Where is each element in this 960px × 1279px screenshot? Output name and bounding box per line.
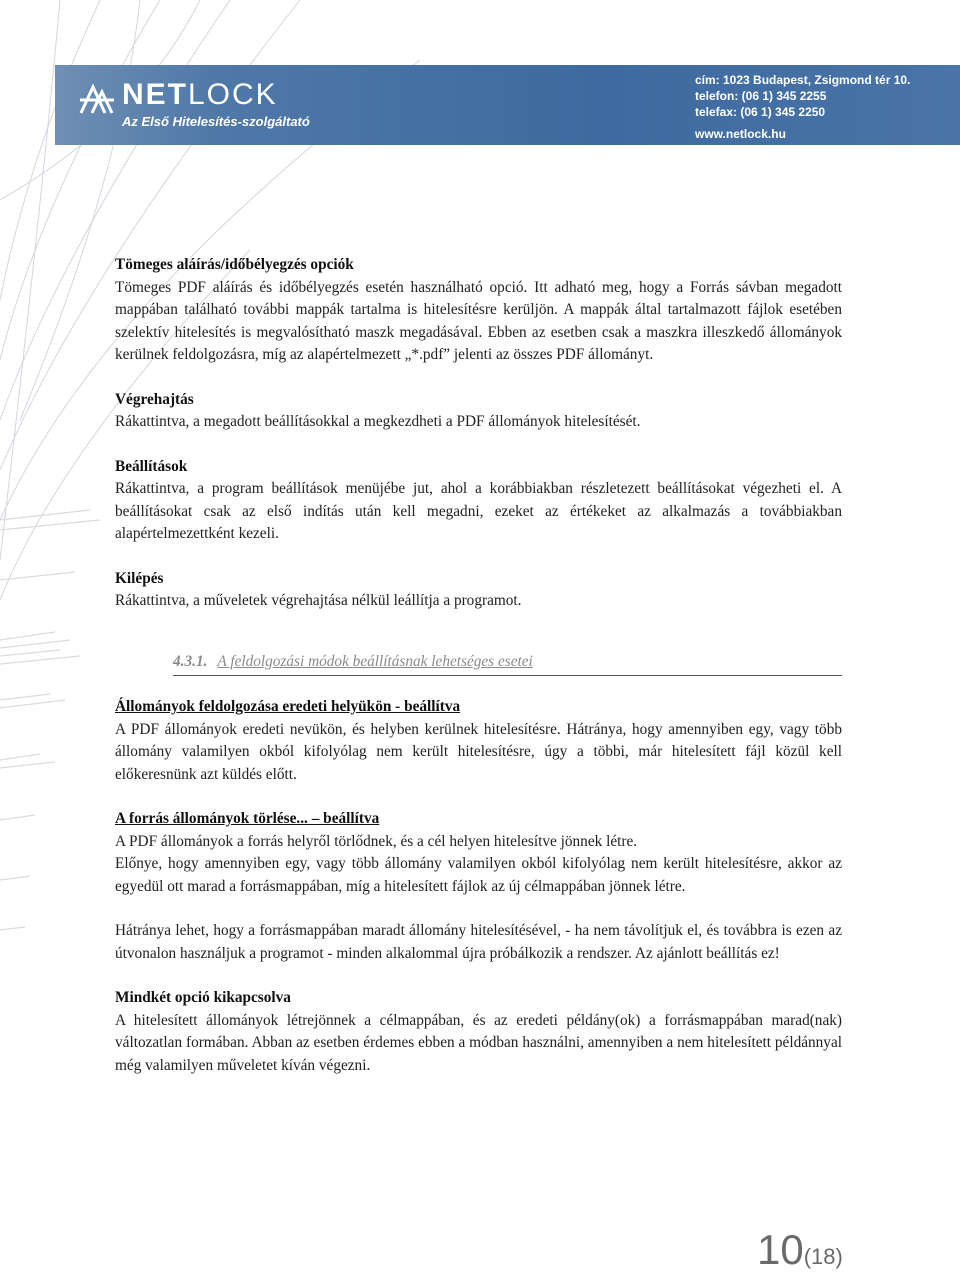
option-body-delete-source-3: Hátránya lehet, hogy a forrásmappában maradt állomány hitelesítésével, - ha nem távolítjuk el, és továbbra is ezen az útvonalon használjuk a programot - minden alkalommal újra próbálkozik a rendszer. Az ajánlott beállítás ez!	[115, 922, 842, 962]
section-body-settings: Rákattintva, a program beállítások menüjébe jut, ahol a korábbiakban részletezett beállításokat végezheti el. A beállításokat csak az első indítás után kell megadni, ezeket az értékeket az alkalmazás a továbbiakban alapértelmezettként kezeli.	[115, 480, 842, 542]
logo-wordmark	[122, 78, 278, 112]
contact-phone: telefon: (06 1) 345 2255	[695, 89, 827, 103]
page-number	[757, 1228, 843, 1279]
contact-address: cím: 1023 Budapest, Zsigmond tér 10.	[695, 73, 911, 87]
logo-tagline: Az Első Hitelesítés-szolgáltató	[122, 114, 310, 129]
contact-website[interactable]: www.netlock.hu	[695, 127, 786, 141]
option-heading-both-off: Mindkét opció kikapcsolva	[115, 989, 291, 1006]
logo-mark-icon	[78, 82, 116, 116]
section-heading-bulk-options: Tömeges aláírás/időbélyegzés opciók	[115, 256, 354, 273]
logo-lock: LOCK	[188, 78, 278, 111]
logo-net: NET	[122, 78, 188, 111]
page-current: 10	[757, 1226, 804, 1273]
section-body-execute: Rákattintva, a megadott beállításokkal a megkezdheti a PDF állományok hitelesítését.	[115, 413, 641, 430]
option-heading-in-place: Állományok feldolgozása eredeti helyükön - beállítva	[115, 698, 461, 715]
option-heading-delete-source: A forrás állományok törlése... – beállítva	[115, 810, 380, 827]
option-body-both-off: A hitelesített állományok létrejönnek a célmappában, és az eredeti példány(ok) a forrásmappában marad(nak) változatlan formában. Abban az esetben érdemes ebben a módban használni, amennyiben a nem hitelesített példánnyal még valamilyen műveletet kíván végezni.	[115, 1011, 842, 1074]
subsection-title: A feldolgozási módok beállításnak lehetséges esetei	[217, 652, 533, 670]
netlock-logo	[78, 72, 318, 138]
section-heading-exit: Kilépés	[115, 569, 164, 587]
document-body	[115, 254, 842, 1077]
option-body-in-place: A PDF állományok eredeti nevükön, és helyben kerülnek hitelesítésre. Hátránya, hogy amennyiben egy, vagy több állomány valamilyen okból kifolyólag nem került hitelesítésre, úgy a többi, már hitelesített fájl közül kell előkeresnünk azt küldés előtt.	[115, 720, 842, 783]
page-total: (18)	[803, 1244, 843, 1269]
contact-fax: telefax: (06 1) 345 2250	[695, 105, 826, 119]
section-body-bulk-options: Tömeges PDF aláírás és időbélyegzés esetén használható opció. Itt adható meg, hogy a Forrás sávban megadott mappában található további mappák tartalma is hitelesítésre kerüljön. A mappák által tartalmazott fájlok esetében szelektív hitelesítés is megvalósítható maszk megadásával. Ebben az esetben csak a maszkra illeszkedő állományok kerülnek feldolgozásra, míg az alapértelmezett „*.pdf” jelenti az összes PDF állományt.	[115, 278, 842, 363]
subsection-number: 4.3.1.	[173, 652, 208, 670]
section-heading-execute: Végrehajtás	[115, 390, 194, 408]
subsection-heading	[173, 651, 842, 677]
option-body-delete-source-2: Előnye, hogy amennyiben egy, vagy több állomány valamilyen okból kifolyólag nem került hitelesítésre, akkor az egyedül ott marad a forrásmappában, míg a hitelesített fájlok az új célmappában jönnek létre.	[115, 855, 842, 895]
contact-block	[695, 72, 945, 142]
section-body-exit: Rákattintva, a műveletek végrehajtása nélkül leállítja a programot.	[115, 592, 522, 609]
option-body-delete-source-1: A PDF állományok a forrás helyről törlődnek, és a cél helyen hitelesítve jönnek létre.	[115, 832, 638, 850]
section-heading-settings: Beállítások	[115, 457, 188, 475]
